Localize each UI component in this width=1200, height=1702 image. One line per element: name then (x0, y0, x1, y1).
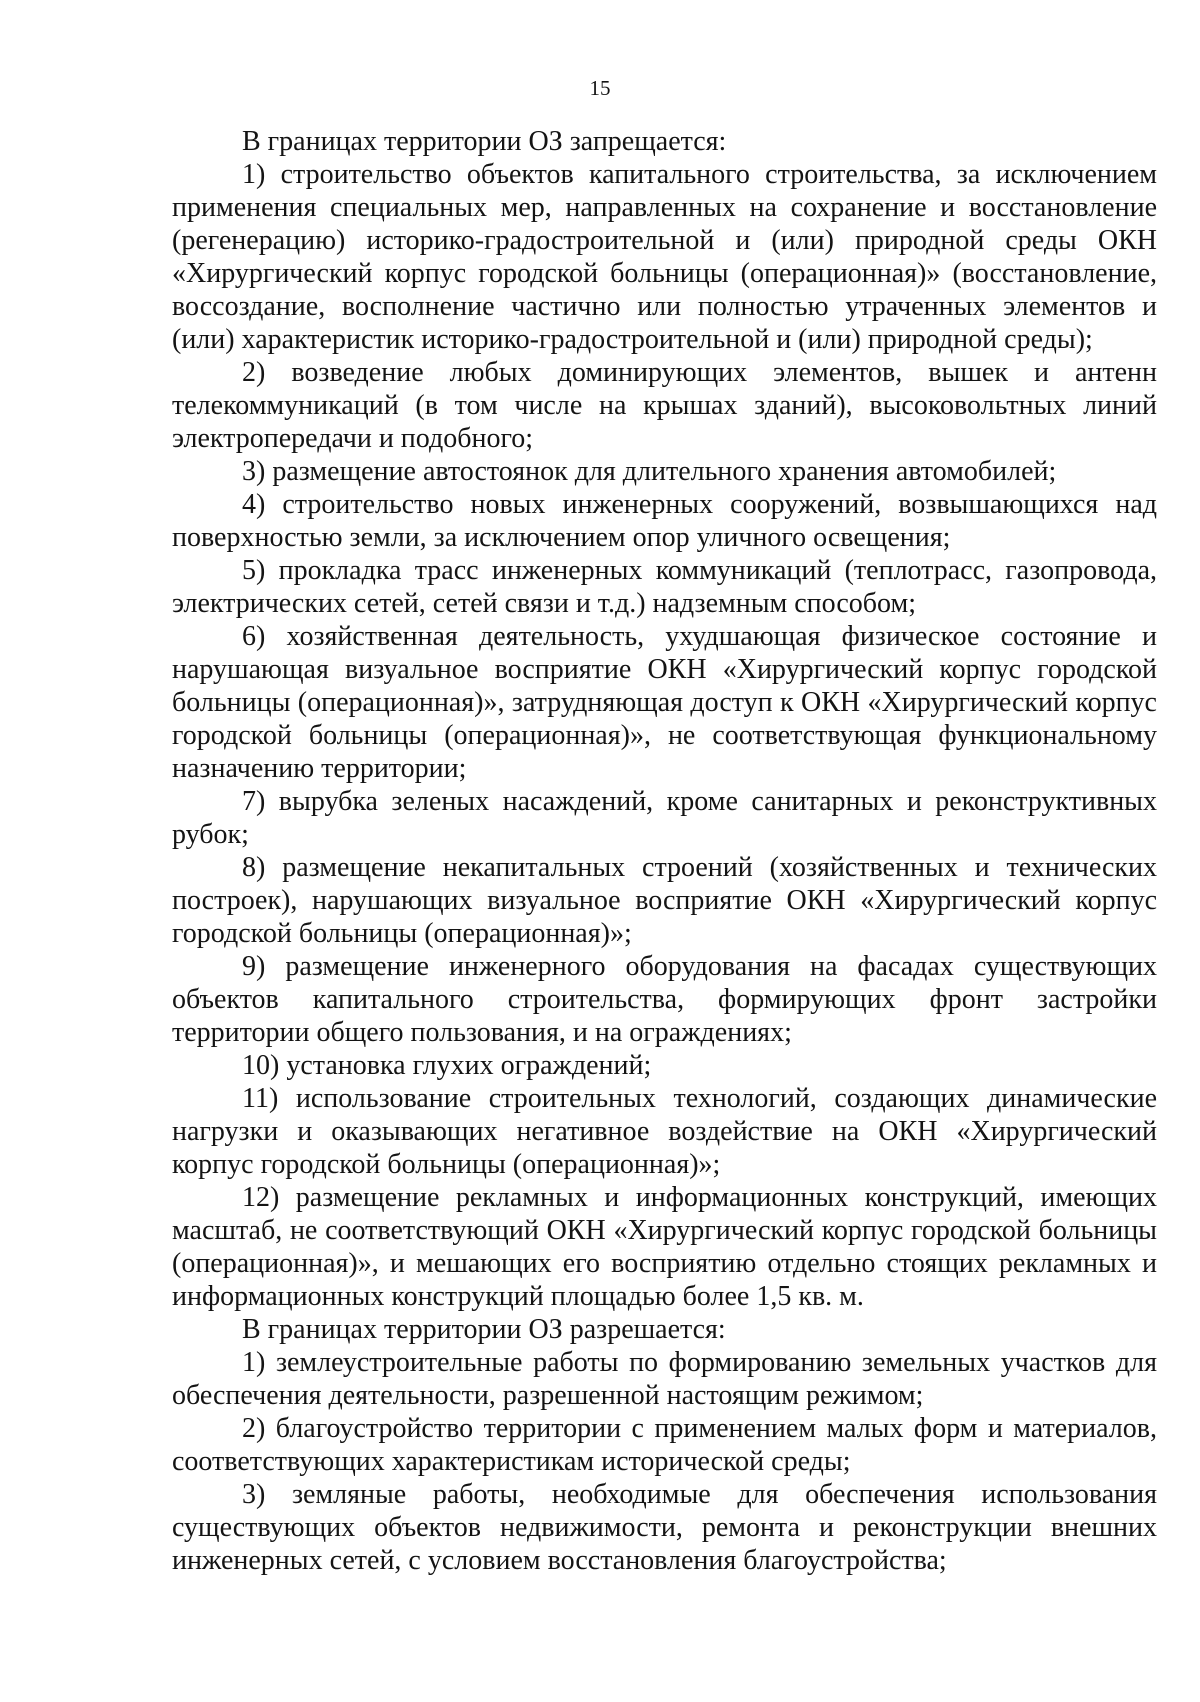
list-item: 9) размещение инженерного оборудования на фасадах существующих объектов капитального строительства, формирующих фронт застройки территории общего пользования, и на ограждениях; (172, 951, 1157, 1048)
list-item: 3) земляные работы, необходимые для обеспечения использования существующих объектов недвижимости, ремонта и реконструкции внешних инженерных сетей, с условием восстановления благоустройства; (172, 1479, 1157, 1576)
list-item: 12) размещение рекламных и информационных конструкций, имеющих масштаб, не соответствующий ОКН «Хирургический корпус городской больницы (операционная)», и мешающих его восприятию отдельно стоящих рекламных и информационных конструкций площадью более 1,5 кв. м. (172, 1182, 1157, 1312)
document-body (172, 125, 1157, 1577)
list-item: 3) размещение автостоянок для длительного хранения автомобилей; (242, 456, 1057, 487)
list-item: 11) использование строительных технологий, создающих динамические нагрузки и оказывающих негативное воздействие на ОКН «Хирургический корпус городской больницы (операционная)»; (172, 1083, 1157, 1180)
list-item: 1) строительство объектов капитального строительства, за исключением применения специальных мер, направленных на сохранение и восстановление (регенерацию) историко-градостроительной и (или) природной среды ОКН «Хирургический корпус городской больницы (операционная)» (восстановление, воссоздание, восполнение частично или полностью утраченных элементов и (или) характеристик историко-градостроительной и (или) природной среды); (172, 159, 1157, 355)
list-item: 5) прокладка трасс инженерных коммуникаций (теплотрасс, газопровода, электрических сетей, сетей связи и т.д.) надземным способом; (172, 555, 1157, 619)
section-heading-prohibited: В границах территории ОЗ запрещается: (242, 126, 727, 157)
list-item: 1) землеустроительные работы по формированию земельных участков для обеспечения деятельности, разрешенной настоящим режимом; (172, 1347, 1157, 1411)
list-item: 2) благоустройство территории с применением малых форм и материалов, соответствующих характеристикам исторической среды; (172, 1413, 1157, 1477)
section-heading-allowed: В границах территории ОЗ разрешается: (242, 1314, 726, 1345)
list-item: 10) установка глухих ограждений; (242, 1050, 652, 1081)
list-item: 8) размещение некапитальных строений (хозяйственных и технических построек), нарушающих визуальное восприятие ОКН «Хирургический корпус городской больницы (операционная)»; (172, 852, 1157, 949)
list-item: 2) возведение любых доминирующих элементов, вышек и антенн телекоммуникаций (в том числе на крышах зданий), высоковольтных линий электропередачи и подобного; (172, 357, 1157, 454)
list-item: 6) хозяйственная деятельность, ухудшающая физическое состояние и нарушающая визуальное восприятие ОКН «Хирургический корпус городской больницы (операционная)», затрудняющая доступ к ОКН «Хирургический корпус городской больницы (операционная)», не соответствующая функциональному назначению территории; (172, 621, 1157, 784)
list-item: 4) строительство новых инженерных сооружений, возвышающихся над поверхностью земли, за исключением опор уличного освещения; (172, 489, 1157, 553)
list-item: 7) вырубка зеленых насаждений, кроме санитарных и реконструктивных рубок; (172, 786, 1157, 850)
page-number: 15 (589, 76, 611, 100)
